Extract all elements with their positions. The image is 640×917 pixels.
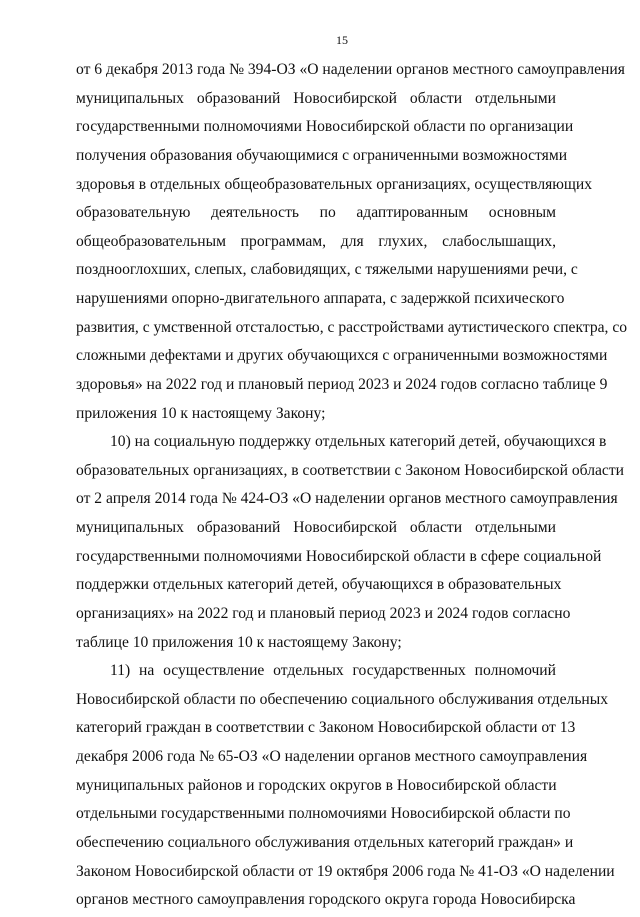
text-line: здоровья» на 2022 год и плановый период 2023 и 2024 годов согласно таблице 9: [76, 375, 608, 393]
paragraph-10-start: 10) на социальную поддержку отдельных категорий детей, обучающихся в: [110, 433, 607, 451]
text-line: категорий граждан в соответствии с Законом Новосибирской области от 13: [76, 719, 576, 737]
text-line: образовательных организациях, в соответствии с Законом Новосибирской области: [76, 461, 625, 479]
text-line: Законом Новосибирской области от 19 октября 2006 года № 41-ОЗ «О наделении: [76, 862, 615, 880]
text-line: отдельными государственными полномочиями Новосибирской области по: [76, 805, 571, 823]
text-line: образовательную деятельность по адаптированным основным: [76, 204, 556, 222]
text-line: общеобразовательным программам, для глухих, слабослышащих,: [76, 232, 556, 250]
text-line: от 6 декабря 2013 года № 394-ОЗ «О наделении органов местного самоуправления: [76, 61, 625, 78]
text-line: государственными полномочиями Новосибирской области по организации: [76, 118, 574, 136]
text-line: муниципальных образований Новосибирской области отдельными: [76, 519, 556, 536]
text-line: муниципальных районов и городских округов в Новосибирской области: [76, 776, 557, 794]
text-line: здоровья в отдельных общеобразовательных организациях, осуществляющих: [76, 175, 593, 193]
text-line: поддержки отдельных категорий детей, обучающихся в образовательных: [76, 576, 562, 594]
text-line: государственными полномочиями Новосибирской области в сфере социальной: [76, 547, 602, 565]
text-line: нарушениями опорно-двигательного аппарата, с задержкой психического: [76, 290, 565, 307]
text-line: таблице 10 приложения 10 к настоящему Закону;: [76, 633, 402, 651]
document-body: [76, 58, 628, 917]
text-line: муниципальных образований Новосибирской области отдельными: [76, 89, 556, 107]
text-line: получения образования обучающимися с ограниченными возможностями: [76, 146, 568, 164]
text-line: обеспечению социального обслуживания отдельных категорий граждан» и: [76, 833, 574, 851]
text-line: приложения 10 к настоящему Закону;: [76, 404, 326, 422]
text-line: развития, с умственной отсталостью, с расстройствами аутистического спектра, со: [76, 318, 628, 336]
text-line: органов местного самоуправления городского округа города Новосибирска: [76, 891, 576, 909]
text-line: декабря 2006 года № 65-ОЗ «О наделении органов местного самоуправления: [76, 748, 588, 765]
page-number: 15: [336, 33, 348, 47]
text-line: сложными дефектами и других обучающихся с ограниченными возможностями: [76, 347, 608, 365]
text-line: Новосибирской области по обеспечению социального обслуживания отдельных: [76, 690, 609, 708]
text-line: позднооглохших, слепых, слабовидящих, с тяжелыми нарушениями речи, с: [76, 261, 578, 279]
text-line: организациях» на 2022 год и плановый период 2023 и 2024 годов согласно: [76, 604, 571, 622]
text-line: от 2 апреля 2014 года № 424-ОЗ «О наделении органов местного самоуправления: [76, 490, 618, 508]
paragraph-11-start: 11) на осуществление отдельных государственных полномочий: [110, 662, 556, 680]
